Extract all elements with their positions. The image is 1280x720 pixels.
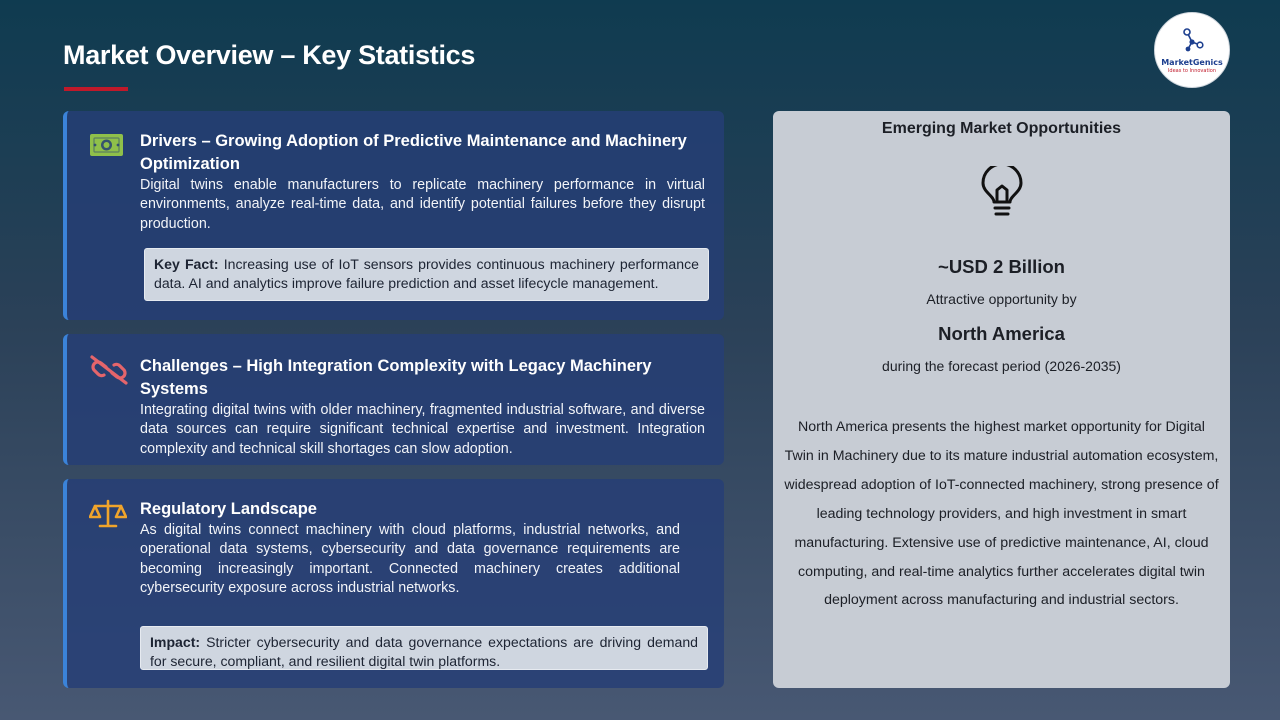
logo-tagline: Ideas to Innovation xyxy=(1167,68,1217,74)
regulatory-impact xyxy=(140,626,708,670)
title-underline xyxy=(64,87,128,91)
key-fact-text: Increasing use of IoT sensors provides continuous machinery performance data. AI and analytics improve failure prediction and asset lifecycle management. xyxy=(154,256,699,292)
opportunity-description: North America presents the highest market opportunity for Digital Twin in Machinery due to its mature industrial automation ecosystem, widespread adoption of IoT-connected machinery, strong presence of leading technology providers, and high investment in smart manufacturing. Extensive use of predictive maintenance, AI, cloud computing, and real-time analytics further accelerates digital twin deployment across manufacturing and industrial sectors. xyxy=(784,419,1219,609)
opportunity-title: Emerging Market Opportunities xyxy=(881,120,1122,137)
opportunity-region: North America xyxy=(938,323,1065,344)
regulatory-card xyxy=(63,479,724,688)
impact-label: Impact: xyxy=(150,634,201,650)
key-fact-label: Key Fact: xyxy=(154,256,219,272)
drivers-heading: Drivers – Growing Adoption of Predictive Maintenance and Machinery Optimization xyxy=(140,132,687,173)
opportunity-line1: Attractive opportunity by xyxy=(926,291,1077,307)
challenges-card xyxy=(63,334,724,465)
drivers-card xyxy=(63,111,724,320)
regulatory-heading: Regulatory Landscape xyxy=(140,500,317,518)
impact-text: Stricter cybersecurity and data governance expectations are driving demand for secure, compliant, and resilient digital twin platforms. xyxy=(150,634,698,670)
drivers-key-fact xyxy=(144,248,709,301)
logo-brand-text: MarketGenics xyxy=(1161,58,1223,67)
page-title: Market Overview – Key Statistics xyxy=(63,40,476,70)
broken-link-icon xyxy=(89,355,129,390)
company-logo xyxy=(1154,12,1230,88)
scale-icon xyxy=(89,498,127,535)
drivers-body: Digital twins enable manufacturers to replicate machinery performance in virtual environments, analyze real-time data, and identify potential failures before they disrupt production. xyxy=(140,177,705,232)
network-nodes-icon xyxy=(1182,27,1204,53)
lightbulb-icon xyxy=(979,166,1025,225)
regulatory-body: As digital twins connect machinery with cloud platforms, industrial networks, and operational data systems, cybersecurity and data governance requirements are becoming increasingly important. Connected machinery creates additional cybersecurity exposure across industrial networks. xyxy=(140,522,680,597)
forecast-period: during the forecast period (2026-2035) xyxy=(882,358,1121,374)
challenges-heading: Challenges – High Integration Complexity with Legacy Machinery Systems xyxy=(140,357,652,398)
money-icon xyxy=(89,132,124,163)
opportunity-value: ~USD 2 Billion xyxy=(938,256,1065,277)
opportunity-panel xyxy=(773,111,1230,688)
challenges-body: Integrating digital twins with older machinery, fragmented industrial software, and diverse data sources can require significant technical expertise and investment. Integration complexity and technical skill shortages can slow adoption. xyxy=(140,402,705,457)
